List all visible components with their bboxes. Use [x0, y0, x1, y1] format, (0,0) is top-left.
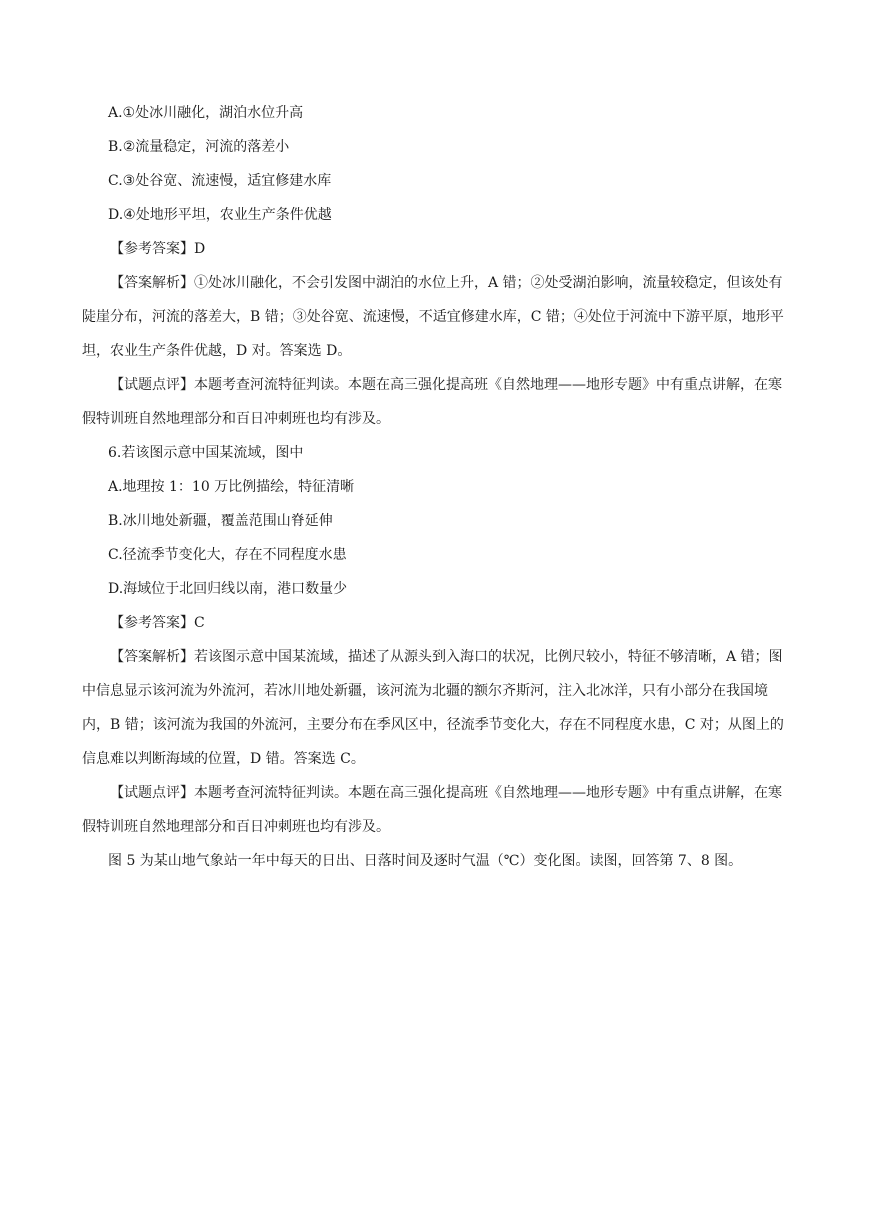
q6-option-c: C.径流季节变化大，存在不同程度水患 [108, 547, 347, 563]
figure-intro: 图 5 为某山地气象站一年中每天的日出、日落时间及逐时气温（℃）变化图。读图，回答第 7、8 图。 [108, 853, 743, 869]
q5-option-d: D.④处地形平坦，农业生产条件优越 [108, 207, 332, 223]
q5-option-a: A.①处冰川融化，湖泊水位升高 [108, 105, 304, 121]
q6-option-d: D.海域位于北回归线以南，港口数量少 [108, 581, 348, 597]
q6-answer: 【参考答案】C [110, 615, 205, 631]
document-body [82, 96, 790, 878]
q5-answer: 【参考答案】D [110, 241, 206, 257]
q5-option-c: C.③处谷宽、流速慢，适宜修建水库 [108, 173, 332, 189]
q6-analysis: 【答案解析】若该图示意中国某流域，描述了从源头到入海口的状况，比例尺较小，特征不够清晰，A 错；图中信息显示该河流为外流河，若冰川地处新疆，该河流为北疆的额尔齐斯河，注入北冰洋，只有小部分在我国境内，B 错；该河流为我国的外流河，主要分布在季风区中，径流季节变化大，存在不同程度水患，C 对；从图上的信息难以判断海域的位置，D 错。答案选 C。 [82, 649, 784, 767]
q6-option-b: B.冰川地处新疆，覆盖范围山脊延伸 [108, 513, 333, 529]
q6-stem: 6.若该图示意中国某流域，图中 [108, 445, 304, 461]
q6-comment: 【试题点评】本题考查河流特征判读。本题在高三强化提高班《自然地理——地形专题》中有重点讲解，在寒假特训班自然地理部分和百日冲刺班也均有涉及。 [82, 785, 782, 835]
q5-comment: 【试题点评】本题考查河流特征判读。本题在高三强化提高班《自然地理——地形专题》中有重点讲解，在寒假特训班自然地理部分和百日冲刺班也均有涉及。 [82, 377, 782, 427]
q5-option-b: B.②流量稳定，河流的落差小 [108, 139, 290, 155]
q5-analysis: 【答案解析】①处冰川融化，不会引发图中湖泊的水位上升，A 错；②处受湖泊影响，流量较稳定，但该处有陡崖分布，河流的落差大，B 错；③处谷宽、流速慢，不适宜修建水库，C 错；④处位于河流中下游平原，地形平坦，农业生产条件优越，D 对。答案选 D。 [82, 275, 784, 359]
q6-option-a: A.地理按 1：10 万比例描绘，特征清晰 [108, 479, 355, 495]
